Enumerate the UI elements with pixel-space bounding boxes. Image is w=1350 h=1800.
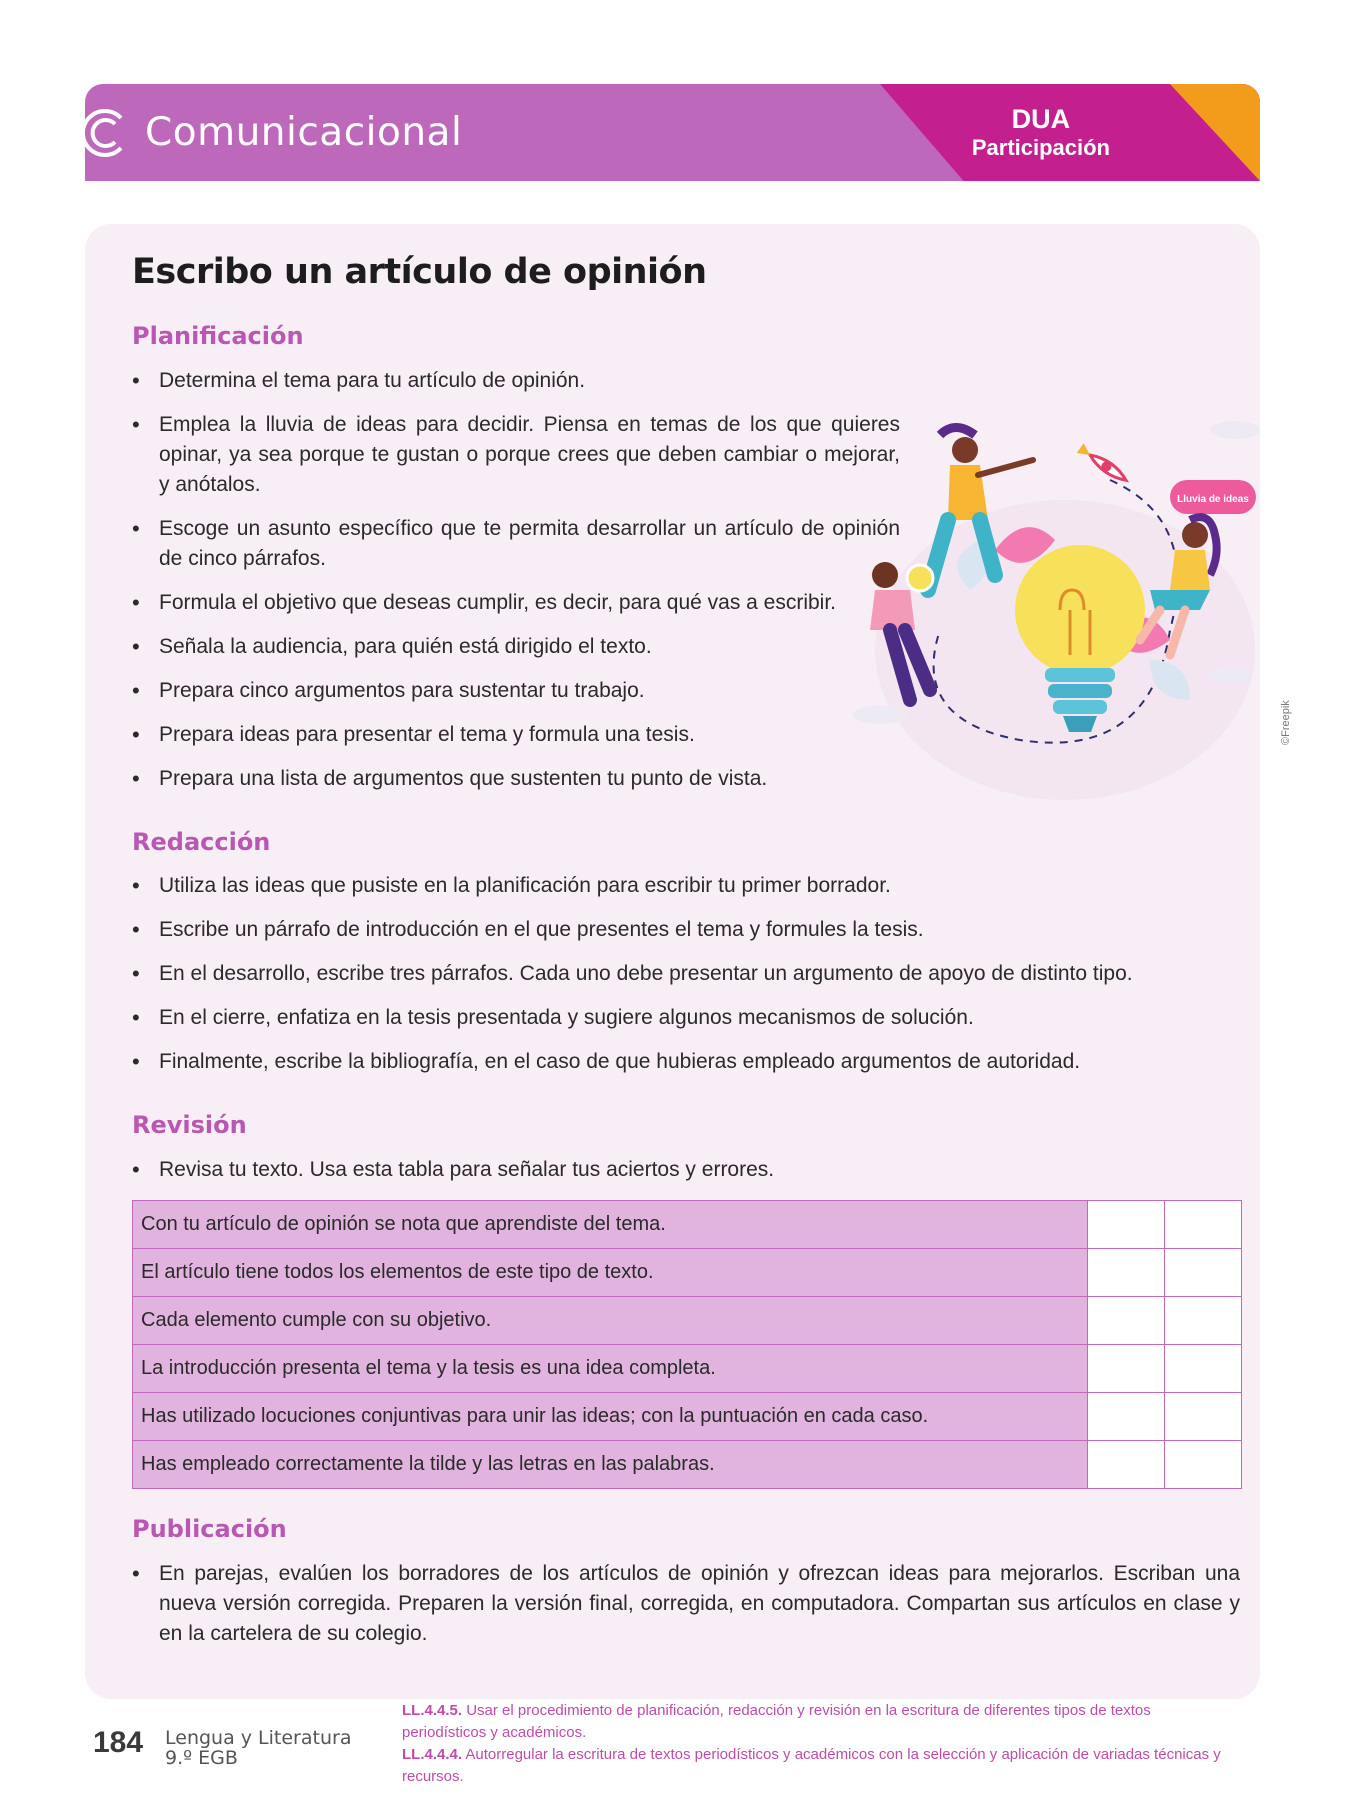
planificacion-heading: Planificación: [132, 322, 304, 350]
table-row: [133, 1297, 1242, 1345]
rocket-icon: [1077, 443, 1130, 485]
check-box[interactable]: [1087, 1393, 1164, 1441]
table-cell-statement: Has empleado correctamente la tilde y las letras en las palabras.: [133, 1441, 1088, 1489]
list-item: • Escribe un párrafo de introducción en el que presentes el tema y formules la tesis.: [132, 915, 1240, 945]
table-row: [133, 1441, 1242, 1489]
standard-text: Usar el procedimiento de planificación, redacción y revisión en la escritura de diferentes tipos de textos periodísticos y académicos.: [402, 1702, 1151, 1741]
standard-text: Autorregular la escritura de textos periodísticos y académicos con la selección y aplicación de variadas técnicas y recursos.: [402, 1746, 1221, 1785]
brainstorm-illustration: [850, 410, 1280, 840]
table-row: [133, 1393, 1242, 1441]
check-box[interactable]: [1164, 1249, 1241, 1297]
list-item: • Prepara ideas para presentar el tema y formula una tesis.: [132, 720, 900, 750]
check-box[interactable]: [1164, 1297, 1241, 1345]
standard-code: LL.4.4.4.: [402, 1746, 463, 1763]
check-box[interactable]: [1164, 1201, 1241, 1249]
section-banner: [85, 84, 1260, 181]
list-item: • Prepara una lista de argumentos que sustenten tu punto de vista.: [132, 764, 900, 794]
check-box[interactable]: [1087, 1201, 1164, 1249]
list-item: • Señala la audiencia, para quién está dirigido el texto.: [132, 632, 900, 662]
publicacion-list: [132, 1559, 1240, 1663]
check-box[interactable]: [1087, 1249, 1164, 1297]
list-item: • Determina el tema para tu artículo de opinión.: [132, 366, 900, 396]
subject-name: Lengua y Literatura: [165, 1727, 352, 1749]
self-assessment-table: [132, 1200, 1242, 1489]
check-box[interactable]: [1164, 1393, 1241, 1441]
dua-title: DUA: [1011, 104, 1071, 134]
standard-item: [402, 1700, 1232, 1744]
revision-heading: Revisión: [132, 1111, 247, 1139]
page-title: Escribo un artículo de opinión: [132, 252, 707, 292]
standard-code: LL.4.4.5.: [402, 1702, 463, 1719]
list-item: • Prepara cinco argumentos para sustentar tu trabajo.: [132, 676, 900, 706]
list-item: • En parejas, evalúen los borradores de los artículos de opinión y ofrezcan ideas para mejorarlos. Escriban una nueva versión corregida. Preparen la versión final, corregida, en computadora. Compartan sus artículos en clase y en la cartelera de su colegio.: [132, 1559, 1240, 1649]
standard-item: [402, 1744, 1232, 1788]
redaccion-heading: Redacción: [132, 828, 271, 856]
idea-bubble: [1170, 480, 1256, 514]
table-cell-statement: La introducción presenta el tema y la tesis es una idea completa.: [133, 1345, 1088, 1393]
table-cell-statement: Cada elemento cumple con su objetivo.: [133, 1297, 1088, 1345]
comunicacional-icon: [85, 106, 125, 160]
check-box[interactable]: [1087, 1297, 1164, 1345]
list-item: • Emplea la lluvia de ideas para decidir. Piensa en temas de los que quieres opinar, ya sea porque te gustan o porque crees que deben cambiar o mejorar, y anótalos.: [132, 410, 900, 500]
table-row: [133, 1345, 1242, 1393]
list-item: • Formula el objetivo que deseas cumplir, es decir, para qué vas a escribir.: [132, 588, 900, 618]
table-cell-statement: Has utilizado locuciones conjuntivas para unir las ideas; con la puntuación en cada caso.: [133, 1393, 1088, 1441]
table-row: [133, 1201, 1242, 1249]
list-item: • En el desarrollo, escribe tres párrafos. Cada uno debe presentar un argumento de apoyo de distinto tipo.: [132, 959, 1240, 989]
check-box[interactable]: [1164, 1441, 1241, 1489]
check-box[interactable]: [1087, 1345, 1164, 1393]
section-title: Comunicacional: [145, 110, 463, 155]
list-item: • Revisa tu texto. Usa esta tabla para señalar tus aciertos y errores.: [132, 1155, 1240, 1185]
dua-subtitle: Participación: [971, 135, 1110, 160]
planificacion-list: [132, 366, 900, 808]
bubble-text: Lluvia de ideas: [1177, 494, 1249, 505]
list-item: • En el cierre, enfatiza en la tesis presentada y sugiere algunos mecanismos de solución.: [132, 1003, 1240, 1033]
image-credit: ©Freepik: [1280, 700, 1292, 745]
list-item: • Escoge un asunto específico que te permita desarrollar un artículo de opinión de cinco párrafos.: [132, 514, 900, 574]
publicacion-heading: Publicación: [132, 1515, 287, 1543]
subject-label: [165, 1728, 351, 1768]
redaccion-list: [132, 871, 1240, 1091]
check-box[interactable]: [1087, 1441, 1164, 1489]
dua-label: [972, 104, 1110, 162]
revision-list: [132, 1155, 1240, 1199]
table-cell-statement: El artículo tiene todos los elementos de este tipo de texto.: [133, 1249, 1088, 1297]
grade-label: 9.º EGB: [165, 1747, 238, 1769]
table-cell-statement: Con tu artículo de opinión se nota que aprendiste del tema.: [133, 1201, 1088, 1249]
curriculum-standards: [402, 1700, 1232, 1788]
check-box[interactable]: [1164, 1345, 1241, 1393]
page-number: 184: [93, 1726, 144, 1759]
list-item: • Finalmente, escribe la bibliografía, en el caso de que hubieras empleado argumentos de autoridad.: [132, 1047, 1240, 1077]
table-row: [133, 1249, 1242, 1297]
list-item: • Utiliza las ideas que pusiste en la planificación para escribir tu primer borrador.: [132, 871, 1240, 901]
